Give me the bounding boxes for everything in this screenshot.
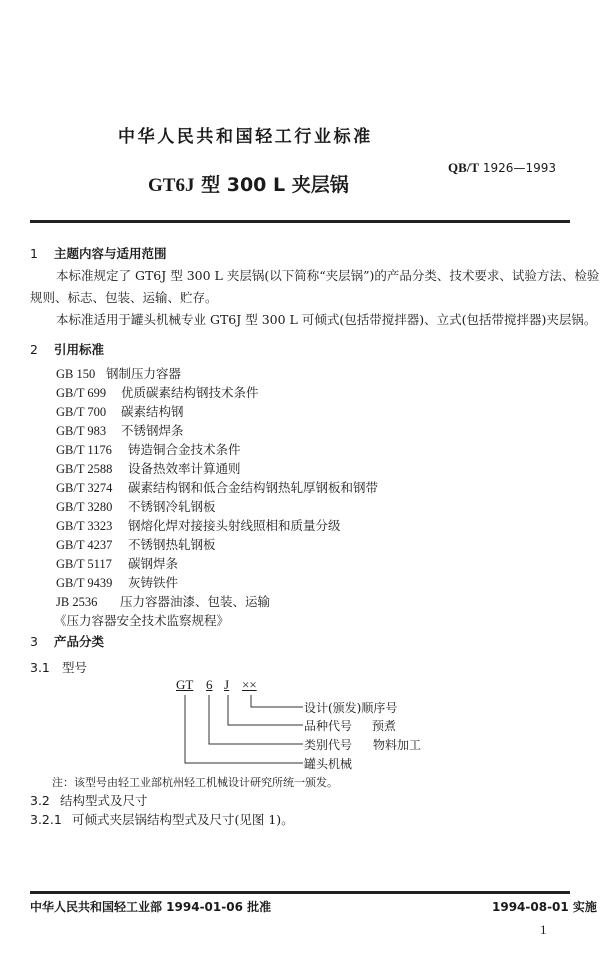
model-part-j: J [224, 677, 230, 692]
reference-name: 碳钢焊条 [128, 556, 179, 571]
reference-name: 碳素结构钢和低合金结构钢热轧厚钢板和钢带 [128, 480, 379, 495]
reference-name: 碳素结构钢 [121, 404, 184, 419]
approval-info: 中华人民共和国轻工业部 1994-01-06 批准 [30, 900, 272, 914]
reference-name: 不锈钢冷轧钢板 [128, 499, 216, 514]
reference-name: 《压力容器安全技术监察规程》 [54, 613, 230, 628]
reference-item [56, 554, 178, 572]
subsection-3-2-1-heading [30, 810, 294, 828]
reference-code: GB/T 3323 [56, 519, 113, 533]
label-canning-machinery: 罐头机械 [304, 757, 353, 771]
section-title: 引用标准 [54, 342, 105, 357]
label-category-value: 物料加工 [373, 738, 422, 752]
standard-code [448, 160, 556, 176]
section-number: 2 [30, 342, 38, 357]
reference-code: JB 2536 [56, 595, 98, 609]
reference-code: GB/T 4237 [56, 538, 113, 552]
effective-date: 1994-08-01 实施 [492, 900, 597, 914]
reference-name: 灰铸铁件 [128, 575, 179, 590]
title-capacity: 300 L [226, 174, 286, 196]
reference-code: GB/T 1176 [56, 443, 112, 457]
reference-name: 钢熔化焊对接接头射线照相和质量分级 [128, 518, 341, 533]
reference-item [56, 364, 181, 382]
subsection-3-2-heading [30, 791, 148, 809]
header-rule [30, 220, 570, 223]
reference-code: GB/T 2588 [56, 462, 113, 476]
reference-code: GB/T 9439 [56, 576, 113, 590]
document-title [148, 170, 349, 197]
reference-item [56, 440, 241, 458]
subsection-title: 结构型式及尺寸 [60, 793, 148, 808]
reference-name: 铸造铜合金技术条件 [128, 442, 241, 457]
reference-item [56, 402, 184, 420]
model-part-gt: GT [176, 677, 194, 692]
section-3-heading [30, 632, 104, 650]
section-number: 1 [30, 246, 38, 261]
reference-name: 钢制压力容器 [106, 366, 182, 381]
standard-prefix: QB/T [448, 160, 480, 175]
standard-number: 1926—1993 [482, 161, 556, 175]
reference-code: GB/T 5117 [56, 557, 112, 571]
title-model: GT6J [148, 175, 195, 196]
title-name: 夹层锅 [291, 174, 349, 196]
subsection-number: 3.2.1 [30, 812, 62, 827]
reference-item [56, 421, 184, 439]
section-number: 3 [30, 634, 38, 649]
page-number: 1 [540, 922, 547, 937]
reference-code: GB/T 983 [56, 424, 107, 438]
reference-name: 压力容器油漆、包装、运输 [120, 594, 271, 609]
section-title: 产品分类 [54, 634, 105, 649]
section-1-heading [30, 244, 167, 262]
reference-item [56, 573, 178, 591]
label-category-code: 类别代号 [304, 738, 353, 752]
reference-item [56, 592, 270, 610]
model-part-xx: ×× [242, 677, 257, 692]
reference-code: GB/T 3280 [56, 500, 113, 514]
reference-code: GB/T 699 [56, 386, 107, 400]
reference-code: GB 150 [56, 367, 96, 381]
subsection-title: 可倾式夹层锅结构型式及尺寸(见图 1)。 [72, 812, 294, 827]
subsection-number: 3.1 [30, 660, 50, 675]
section-2-heading [30, 340, 104, 358]
reference-item [56, 535, 216, 553]
reference-code: GB/T 3274 [56, 481, 113, 495]
section-1-para-1-line-1: 本标准规定了 GT6J 型 300 L 夹层锅(以下简称“夹层锅”)的产品分类、技术要求、试验方法、检验 [56, 268, 600, 283]
subsection-title: 型号 [62, 660, 88, 675]
title-type: 型 [201, 174, 221, 196]
reference-item [56, 516, 341, 534]
reference-item [56, 383, 259, 401]
reference-code: GB/T 700 [56, 405, 107, 419]
subsection-number: 3.2 [30, 793, 50, 808]
reference-name: 优质碳素结构钢技术条件 [121, 385, 259, 400]
section-1-para-2: 本标准适用于罐头机械专业 GT6J 型 300 L 可倾式(包括带搅拌器)、立式(包括带搅拌器)夹层锅。 [56, 312, 597, 327]
subsection-3-1-heading [30, 658, 87, 676]
issuing-organization: 中华人民共和国轻工行业标准 [118, 127, 373, 147]
label-variety-code: 品种代号 [304, 719, 353, 733]
reference-name: 不锈钢焊条 [121, 423, 184, 438]
footer-rule [30, 891, 570, 894]
section-1-para-1-line-2: 规则、标志、包装、运输、贮存。 [30, 290, 218, 305]
reference-name: 不锈钢热轧钢板 [128, 537, 216, 552]
reference-item [54, 611, 229, 629]
label-design-sequence: 设计(颁发)顺序号 [304, 701, 398, 715]
reference-item [56, 478, 378, 496]
model-note: 注：该型号由轻工业部杭州轻工机械设计研究所统一颁发。 [52, 776, 338, 789]
reference-name: 设备热效率计算通则 [128, 461, 241, 476]
model-part-6: 6 [206, 677, 213, 692]
label-variety-value: 预煮 [372, 719, 397, 733]
section-title: 主题内容与适用范围 [54, 246, 167, 261]
reference-item [56, 497, 216, 515]
reference-item [56, 459, 241, 477]
